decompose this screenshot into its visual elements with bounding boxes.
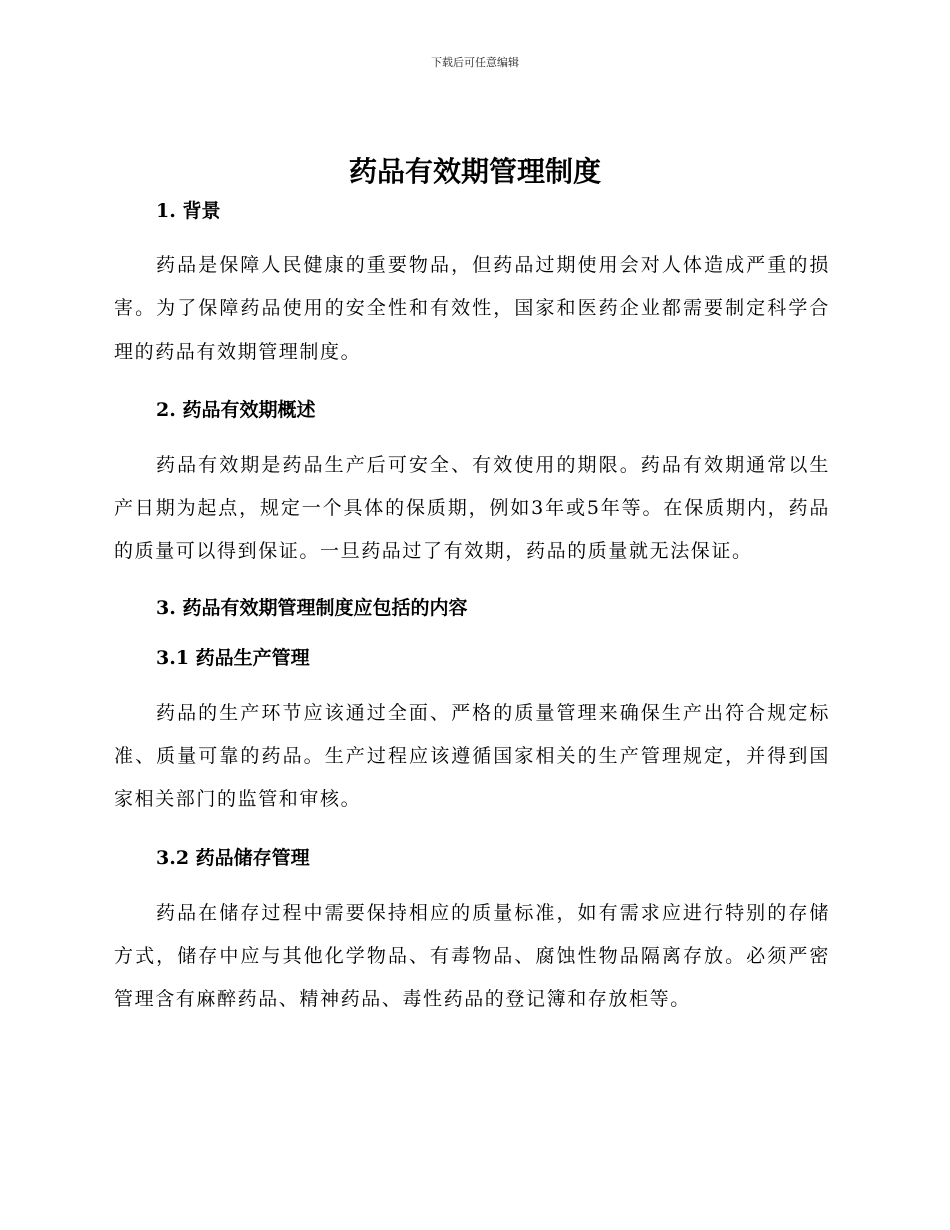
section-heading-overview: 2. 药品有效期概述 xyxy=(156,398,316,421)
page-header-note: 下载后可任意编辑 xyxy=(431,56,519,69)
section-text-overview: 药品有效期是药品生产后可安全、有效使用的期限。药品有效期通常以生产日期为起点，规定一个具体的保质期，例如3年或5年等。在保质期内，药品的质量可以得到保证。一旦药品过了有效期，药品的质量就无法保证。 xyxy=(114,453,830,563)
document-body xyxy=(114,196,830,1022)
section-text-background: 药品是保障人民健康的重要物品，但药品过期使用会对人体造成严重的损害。为了保障药品使用的安全性和有效性，国家和医药企业都需要制定科学合理的药品有效期管理制度。 xyxy=(114,254,830,363)
section-heading-storage: 3.2 药品储存管理 xyxy=(156,846,310,869)
section-heading-background: 1. 背景 xyxy=(156,200,221,222)
section-text-storage: 药品在储存过程中需要保持相应的质量标准，如有需求应进行特别的存储方式，储存中应与其他化学物品、有毒物品、腐蚀性物品隔离存放。必须严密管理含有麻醉药品、精神药品、毒性药品的登记簿和存放柜等。 xyxy=(114,901,830,1011)
section-heading-production: 3.1 药品生产管理 xyxy=(156,646,310,669)
document-title: 药品有效期管理制度 xyxy=(348,155,601,188)
section-text-production: 药品的生产环节应该通过全面、严格的质量管理来确保生产出符合规定标准、质量可靠的药品。生产过程应该遵循国家相关的生产管理规定，并得到国家相关部门的监管和审核。 xyxy=(114,701,830,811)
section-heading-contents: 3. 药品有效期管理制度应包括的内容 xyxy=(156,596,468,619)
